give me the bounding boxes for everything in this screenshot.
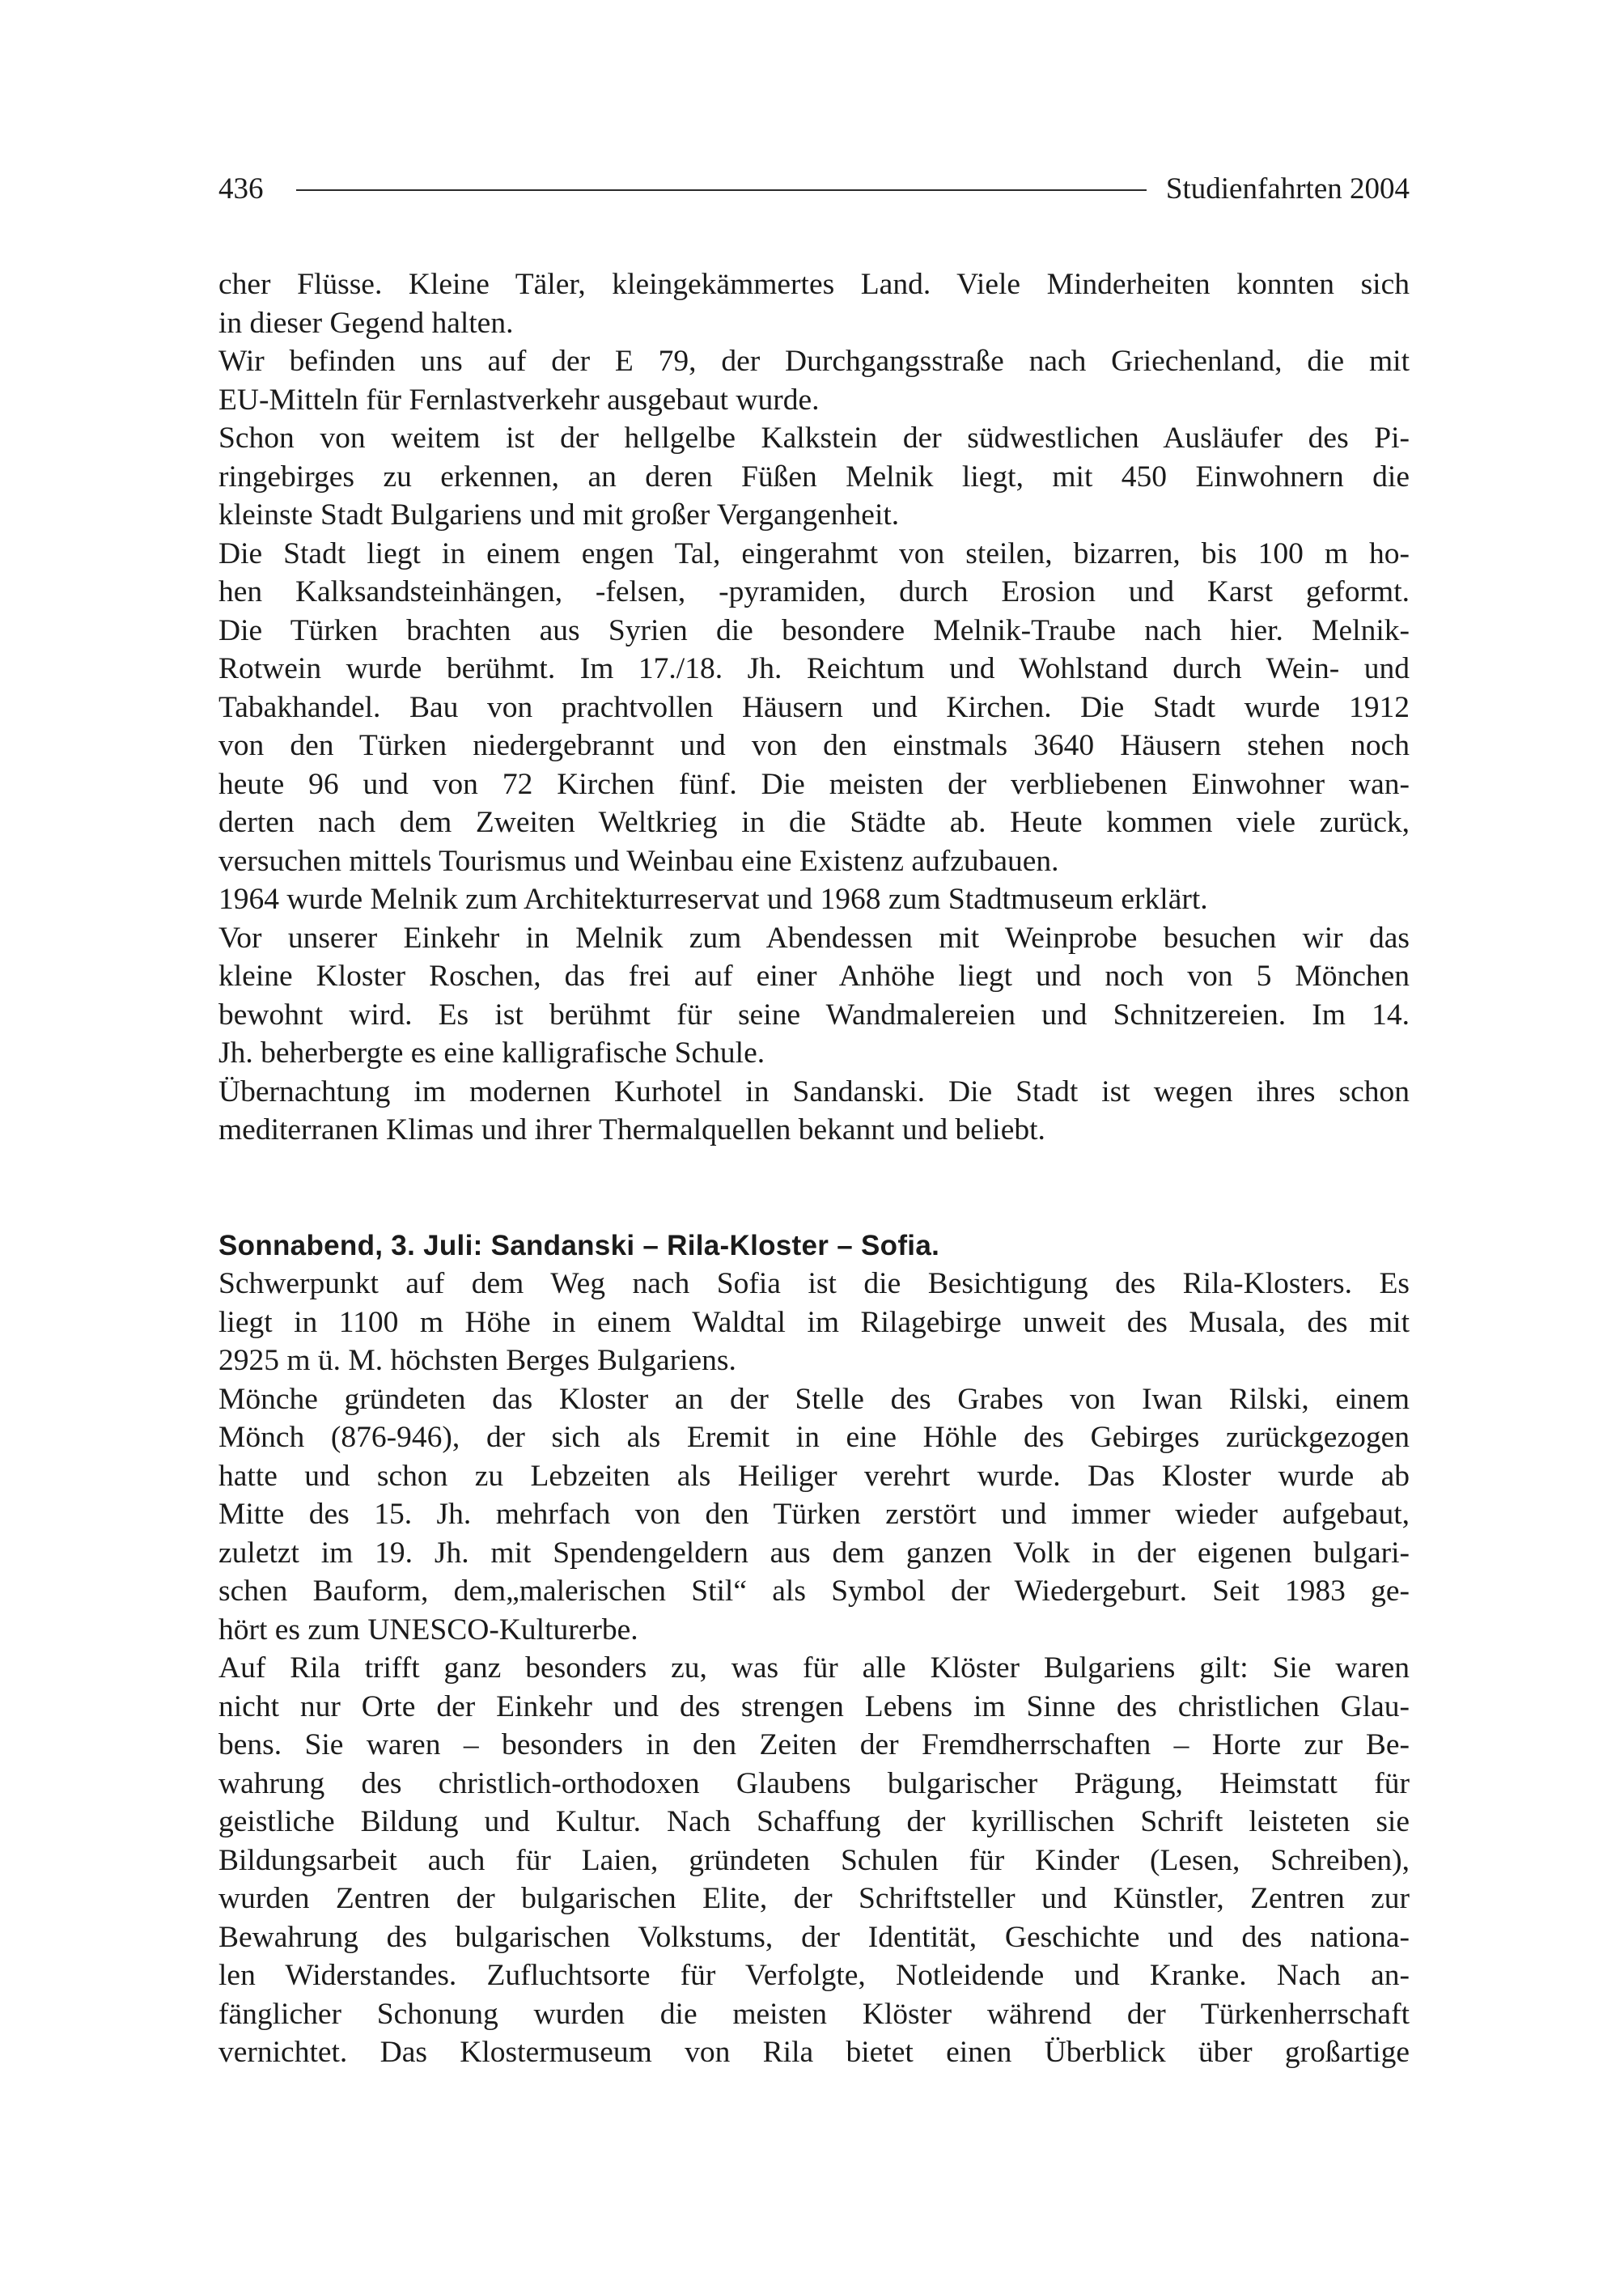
text-line: Tabakhandel. Bau von prachtvollen Häusern und Kirchen. Die Stadt wurde 1912	[218, 690, 1410, 724]
text-line: kleinste Stadt Bulgariens und mit großer Vergangenheit.	[218, 498, 900, 532]
text-line: wurden Zentren der bulgarischen Elite, der Schriftsteller und Künstler, Zentren zur	[218, 1882, 1410, 1915]
text-line: Jh. beherbergte es eine kalligrafische Schule.	[218, 1036, 765, 1070]
text-line: 2925 m ü. M. höchsten Berges Bulgariens.	[218, 1344, 736, 1377]
section-melnik	[218, 265, 1410, 1150]
section-heading: Sonnabend, 3. Juli: Sandanski – Rila-Kloster – Sofia.	[218, 1229, 940, 1261]
text-line: ringebirges zu erkennen, an deren Füßen Melnik liegt, mit 450 Einwohnern die	[218, 460, 1410, 494]
text-line: hen Kalksandsteinhängen, -felsen, -pyramiden, durch Erosion und Karst geformt.	[218, 575, 1410, 608]
text-line: bewohnt wird. Es ist berühmt für seine Wandmalereien und Schnitzereien. Im 14.	[218, 998, 1410, 1032]
text-line: 1964 wurde Melnik zum Architekturreservat und 1968 zum Stadtmuseum erklärt.	[218, 883, 1208, 916]
text-line: derten nach dem Zweiten Weltkrieg in die Städte ab. Heute kommen viele zurück,	[218, 806, 1410, 839]
text-line: mediterranen Klimas und ihrer Thermalquellen bekannt und beliebt.	[218, 1113, 1045, 1146]
header-rule	[296, 189, 1147, 191]
text-line: Wir befinden uns auf der E 79, der Durchgangsstraße nach Griechenland, die mit	[218, 345, 1410, 378]
text-line: Die Türken brachten aus Syrien die besondere Melnik-Traube nach hier. Melnik-	[218, 613, 1410, 647]
text-line: len Widerstandes. Zufluchtsorte für Verfolgte, Notleidende und Kranke. Nach an-	[218, 1959, 1410, 1992]
text-line: Die Stadt liegt in einem engen Tal, eingerahmt von steilen, bizarren, bis 100 m ho-	[218, 536, 1410, 570]
text-line: Mönche gründeten das Kloster an der Stelle des Grabes von Iwan Rilski, einem	[218, 1382, 1410, 1416]
text-line: Schon von weitem ist der hellgelbe Kalkstein der südwestlichen Ausläufer des Pi-	[218, 422, 1410, 455]
running-title: Studienfahrten 2004	[1165, 172, 1410, 206]
text-line: Auf Rila trifft ganz besonders zu, was für alle Klöster Bulgariens gilt: Sie waren	[218, 1651, 1410, 1685]
text-line: EU-Mitteln für Fernlastverkehr ausgebaut wurde.	[218, 383, 820, 417]
text-line: von den Türken niedergebrannt und von den einstmals 3640 Häusern stehen noch	[218, 729, 1410, 762]
text-line: hört es zum UNESCO-Kulturerbe.	[218, 1613, 638, 1647]
text-line: hatte und schon zu Lebzeiten als Heiliger verehrt wurde. Das Kloster wurde ab	[218, 1459, 1410, 1493]
text-line: zuletzt im 19. Jh. mit Spendengeldern aus dem ganzen Volk in der eigenen bulgari-	[218, 1536, 1410, 1570]
text-line: Schwerpunkt auf dem Weg nach Sofia ist die Besichtigung des Rila-Klosters. Es	[218, 1267, 1410, 1300]
text-line: nicht nur Orte der Einkehr und des strengen Lebens im Sinne des christlichen Glau-	[218, 1689, 1410, 1723]
text-line: in dieser Gegend halten.	[218, 306, 514, 340]
text-line: Bewahrung des bulgarischen Volkstums, der Identität, Geschichte und des nationa-	[218, 1920, 1410, 1954]
text-line: heute 96 und von 72 Kirchen fünf. Die meisten der verbliebenen Einwohner wan-	[218, 767, 1410, 801]
text-line: Mönch (876-946), der sich als Eremit in eine Höhle des Gebirges zurückgezogen	[218, 1421, 1410, 1454]
page-number: 436	[218, 172, 264, 206]
text-line: Bildungsarbeit auch für Laien, gründeten Schulen für Kinder (Lesen, Schreiben),	[218, 1843, 1410, 1877]
body-text	[218, 265, 1410, 2072]
page-header	[218, 168, 1410, 209]
text-line: Mitte des 15. Jh. mehrfach von den Türken zerstört und immer wieder aufgebaut,	[218, 1498, 1410, 1531]
text-line: Vor unserer Einkehr in Melnik zum Abendessen mit Weinprobe besuchen wir das	[218, 921, 1410, 955]
text-line: Rotwein wurde berühmt. Im 17./18. Jh. Reichtum und Wohlstand durch Wein- und	[218, 652, 1410, 685]
text-line: bens. Sie waren – besonders in den Zeiten der Fremdherrschaften – Horte zur Be-	[218, 1728, 1410, 1761]
text-line: vernichtet. Das Klostermuseum von Rila bietet einen Überblick über großartige	[218, 2036, 1410, 2069]
text-line: schen Bauform, dem„malerischen Stil“ als Symbol der Wiedergeburt. Seit 1983 ge-	[218, 1575, 1410, 1608]
text-line: kleine Kloster Roschen, das frei auf einer Anhöhe liegt und noch von 5 Mönchen	[218, 960, 1410, 993]
text-line: fänglicher Schonung wurden die meisten Klöster während der Türkenherrschaft	[218, 1997, 1410, 2031]
section-spacer	[218, 1150, 1410, 1227]
text-line: geistliche Bildung und Kultur. Nach Schaffung der kyrillischen Schrift leisteten sie	[218, 1805, 1410, 1838]
text-line: versuchen mittels Tourismus und Weinbau eine Existenz aufzubauen.	[218, 844, 1059, 878]
text-line: cher Flüsse. Kleine Täler, kleingekämmertes Land. Viele Minderheiten konnten sich	[218, 268, 1410, 301]
text-line: wahrung des christlich-orthodoxen Glaubens bulgarischer Prägung, Heimstatt für	[218, 1766, 1410, 1800]
text-line: liegt in 1100 m Höhe in einem Waldtal im Rilagebirge unweit des Musala, des mit	[218, 1305, 1410, 1339]
section-rila	[218, 1227, 1410, 2072]
text-line: Übernachtung im modernen Kurhotel in Sandanski. Die Stadt ist wegen ihres schon	[218, 1074, 1410, 1108]
